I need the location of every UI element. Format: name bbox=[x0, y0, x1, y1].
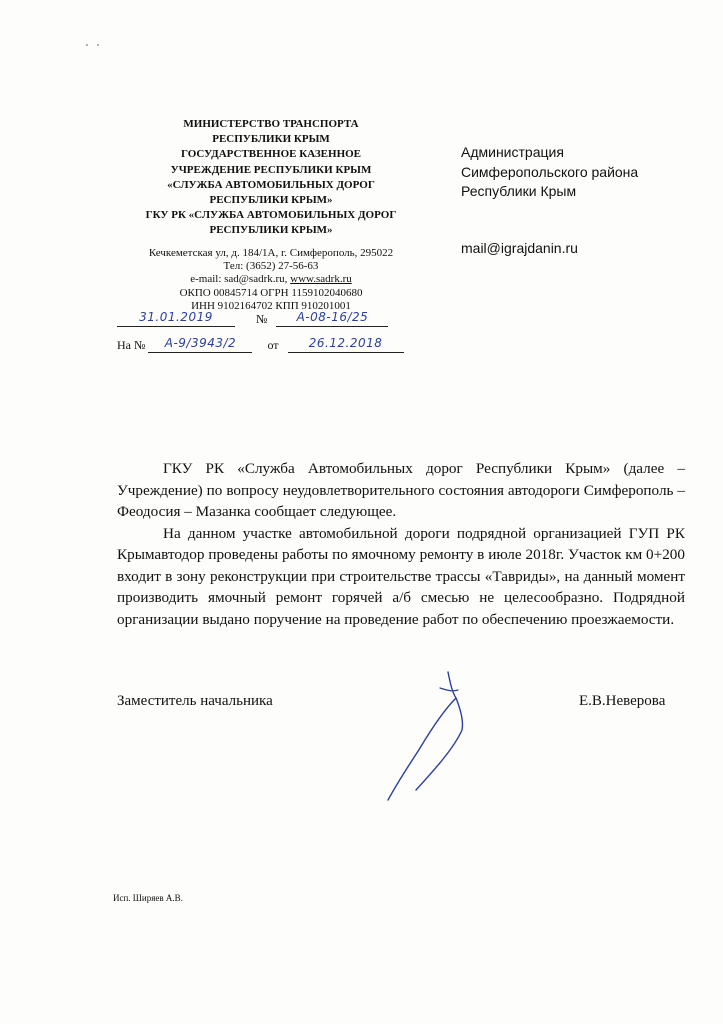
org-name-line: РЕСПУБЛИКИ КРЫМ bbox=[212, 133, 330, 146]
addressee-line: Симферопольского района bbox=[461, 163, 639, 180]
org-address: Кечкеметская ул, д. 184/1А, г. Симферополь, 295022 bbox=[148, 246, 394, 259]
reply-number-field bbox=[148, 336, 252, 353]
org-name-line: МИНИСТЕРСТВО ТРАНСПОРТА bbox=[183, 118, 359, 130]
outgoing-date-field bbox=[117, 310, 235, 327]
outgoing-number-field bbox=[276, 310, 388, 327]
outgoing-number: А-08-16/25 bbox=[296, 310, 369, 324]
scan-speck bbox=[97, 44, 99, 46]
org-name-line: УЧРЕЖДЕНИЕ РЕСПУБЛИКИ КРЫМ bbox=[170, 163, 372, 176]
org-inn-kpp: ИНН 9102164702 КПП 910201001 bbox=[191, 300, 351, 313]
org-name-line: РЕСПУБЛИКИ КРЫМ» bbox=[209, 224, 333, 237]
addressee-block bbox=[461, 143, 701, 202]
org-name-line: ГКУ РК «СЛУЖБА АВТОМОБИЛЬНЫХ ДОРОГ bbox=[145, 209, 397, 222]
executor-note: Исп. Ширяев А.В. bbox=[113, 893, 183, 903]
org-name-line: РЕСПУБЛИКИ КРЫМ» bbox=[209, 194, 333, 207]
letterhead bbox=[112, 117, 430, 314]
reply-date: 26.12.2018 bbox=[308, 336, 383, 350]
number-label: № bbox=[256, 312, 268, 326]
handwritten-signature bbox=[376, 668, 486, 808]
org-phone: Тел: (3652) 27-56-63 bbox=[223, 260, 319, 273]
reply-number-label: На № bbox=[117, 338, 146, 352]
signer-name: Е.В.Неверова bbox=[579, 693, 666, 709]
reply-registration bbox=[117, 336, 404, 353]
addressee-email: mail@igrajdanin.ru bbox=[461, 240, 578, 256]
org-okpo-ogrn: ОКПО 00845714 ОГРН 1159102040680 bbox=[179, 286, 363, 299]
outgoing-date: 31.01.2019 bbox=[139, 310, 213, 324]
org-name-line: ГОСУДАРСТВЕННОЕ КАЗЕННОЕ bbox=[180, 148, 362, 161]
org-name-line: «СЛУЖБА АВТОМОБИЛЬНЫХ ДОРОГ bbox=[167, 178, 375, 191]
scan-speck bbox=[86, 44, 88, 46]
signer-title: Заместитель начальника bbox=[117, 693, 273, 709]
reply-from-label: от bbox=[267, 338, 279, 352]
org-website-link[interactable]: www.sadrk.ru bbox=[290, 273, 352, 286]
reply-date-field bbox=[288, 336, 404, 353]
org-email: e-mail: sad@sadrk.ru, bbox=[190, 273, 291, 286]
body-paragraph: ГКУ РК «Служба Автомобильных дорог Республики Крым» (далее – Учреждение) по вопросу неудовлетворительного состояния автодороги Симферополь – Феодосия – Мазанка сообщает следующее. bbox=[117, 460, 685, 520]
org-email-line bbox=[112, 273, 430, 286]
letter-body bbox=[117, 458, 685, 630]
addressee-line: Администрация bbox=[461, 144, 564, 160]
addressee-line: Республики Крым bbox=[461, 183, 577, 199]
contact-block bbox=[112, 247, 430, 314]
reply-number: А-9/3943/2 bbox=[164, 336, 237, 350]
body-paragraph: На данном участке автомобильной дороги подрядной организацией ГУП РК Крымавтодор проведены работы по ямочному ремонту в июле 2018г. Участок км 0+200 входит в зону реконструкции при строительстве трассы «Тавриды», на данный момент производить ямочный ремонт горячей а/б смесью не целесообразно. Подрядной организации выдано поручение на проведение работ по обеспечению проезжаемости. bbox=[117, 524, 685, 628]
outgoing-registration bbox=[117, 310, 388, 327]
